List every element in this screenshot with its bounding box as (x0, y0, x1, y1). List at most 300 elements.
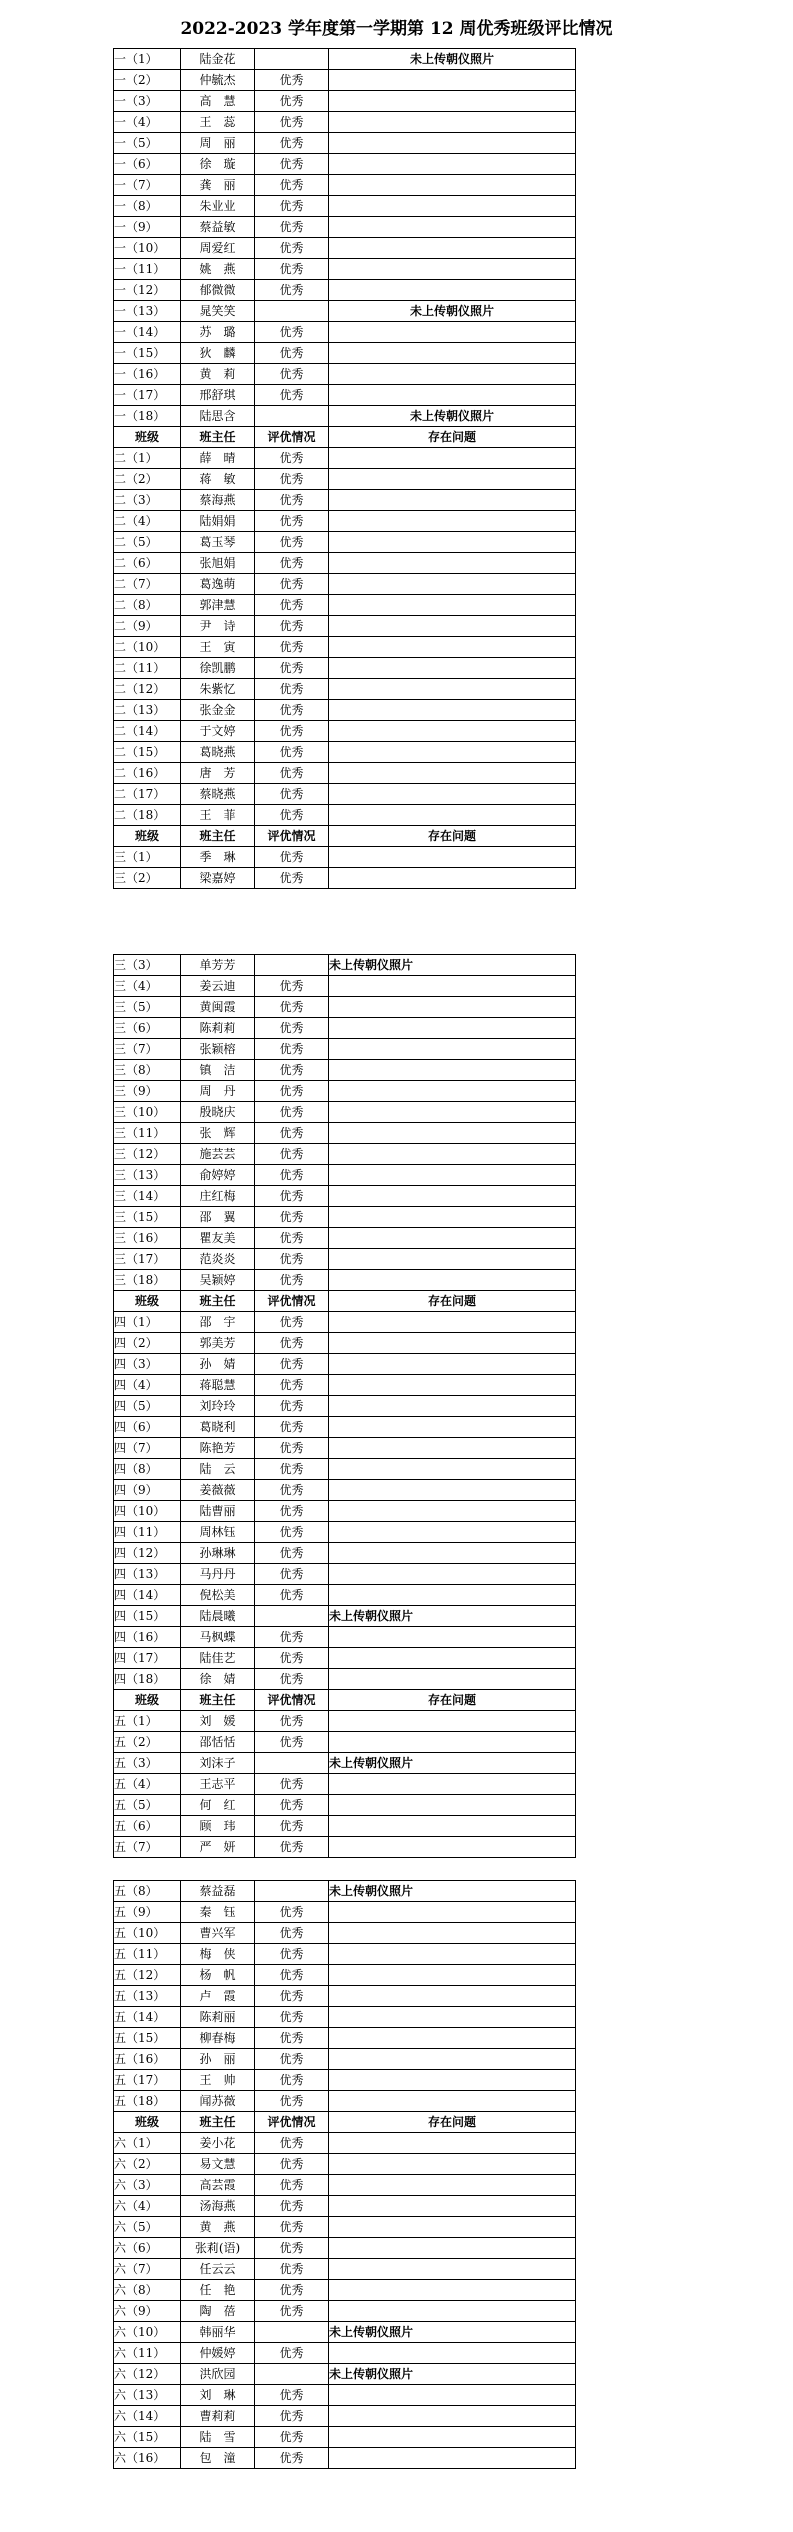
table-row (114, 1944, 576, 1965)
issue-cell: 未上传朝仪照片 (329, 1753, 576, 1774)
rating-cell: 优秀 (255, 1459, 329, 1480)
teacher-cell: 马丹丹 (181, 1564, 255, 1585)
issue-cell (329, 784, 576, 805)
rating-cell: 优秀 (255, 1081, 329, 1102)
rating-cell: 优秀 (255, 217, 329, 238)
rating-cell: 优秀 (255, 469, 329, 490)
issue-cell (329, 490, 576, 511)
class-cell: 六（10） (114, 2322, 181, 2343)
issue-cell (329, 1585, 576, 1606)
class-cell: 二（5） (114, 532, 181, 553)
issue-cell (329, 1312, 576, 1333)
rating-cell: 优秀 (255, 1923, 329, 1944)
table-row (114, 1186, 576, 1207)
table-row (114, 1144, 576, 1165)
class-cell: 六（3） (114, 2175, 181, 2196)
class-cell: 三（5） (114, 997, 181, 1018)
class-cell: 五（18） (114, 2091, 181, 2112)
issue-cell (329, 1396, 576, 1417)
table-row (114, 2175, 576, 2196)
issue-cell (329, 364, 576, 385)
rating-cell: 优秀 (255, 1480, 329, 1501)
table-row (114, 1018, 576, 1039)
class-cell: 二（16） (114, 763, 181, 784)
class-cell: 二（9） (114, 616, 181, 637)
issue-cell (329, 1564, 576, 1585)
rating-cell: 优秀 (255, 448, 329, 469)
rating-cell: 优秀 (255, 1711, 329, 1732)
rating-cell: 优秀 (255, 997, 329, 1018)
table-header-row (114, 2112, 576, 2133)
issue-cell (329, 91, 576, 112)
rating-cell (255, 406, 329, 427)
teacher-cell: 孙琳琳 (181, 1543, 255, 1564)
table-row (114, 1249, 576, 1270)
issue-cell (329, 742, 576, 763)
teacher-cell: 王 帅 (181, 2070, 255, 2091)
teacher-cell: 孙 婧 (181, 1354, 255, 1375)
rating-cell: 优秀 (255, 259, 329, 280)
rating-cell: 优秀 (255, 763, 329, 784)
teacher-cell: 唐 芳 (181, 763, 255, 784)
class-cell: 三（1） (114, 847, 181, 868)
issue-cell (329, 616, 576, 637)
table-row (114, 1228, 576, 1249)
table-row (114, 955, 576, 976)
rating-cell: 优秀 (255, 1837, 329, 1858)
rating-cell: 优秀 (255, 532, 329, 553)
rating-cell: 优秀 (255, 658, 329, 679)
issue-cell (329, 385, 576, 406)
class-cell: 一（10） (114, 238, 181, 259)
teacher-cell: 张旭娟 (181, 553, 255, 574)
class-cell: 一（15） (114, 343, 181, 364)
table-row (114, 2301, 576, 2322)
class-cell: 六（7） (114, 2259, 181, 2280)
table-row (114, 1354, 576, 1375)
evaluation-table (113, 954, 576, 1858)
table-row (114, 1102, 576, 1123)
rating-cell: 优秀 (255, 784, 329, 805)
teacher-cell: 狄 麟 (181, 343, 255, 364)
issue-cell (329, 112, 576, 133)
teacher-cell: 薛 晴 (181, 448, 255, 469)
table-row (114, 448, 576, 469)
issue-cell (329, 1102, 576, 1123)
class-cell: 三（14） (114, 1186, 181, 1207)
evaluation-table (113, 1880, 576, 2469)
teacher-cell: 周爱红 (181, 238, 255, 259)
issue-cell (329, 1986, 576, 2007)
issue-cell (329, 1165, 576, 1186)
teacher-cell: 镇 洁 (181, 1060, 255, 1081)
rating-cell: 优秀 (255, 805, 329, 826)
rating-cell: 优秀 (255, 2343, 329, 2364)
issue-cell: 未上传朝仪照片 (329, 1881, 576, 1902)
rating-cell (255, 1606, 329, 1627)
table-row (114, 91, 576, 112)
teacher-cell: 蔡益磊 (181, 1881, 255, 1902)
issue-cell (329, 2154, 576, 2175)
issue-cell (329, 1795, 576, 1816)
class-cell: 六（4） (114, 2196, 181, 2217)
teacher-cell: 吴颖婷 (181, 1270, 255, 1291)
table-row (114, 70, 576, 91)
teacher-cell: 庄红梅 (181, 1186, 255, 1207)
class-cell: 二（1） (114, 448, 181, 469)
issue-cell (329, 1270, 576, 1291)
header-rating: 评优情况 (255, 826, 329, 847)
table-row (114, 1923, 576, 1944)
class-cell: 四（10） (114, 1501, 181, 1522)
issue-cell (329, 700, 576, 721)
class-cell: 一（8） (114, 196, 181, 217)
teacher-cell: 王 寅 (181, 637, 255, 658)
table-row (114, 700, 576, 721)
issue-cell (329, 1459, 576, 1480)
teacher-cell: 俞婷婷 (181, 1165, 255, 1186)
issue-cell (329, 574, 576, 595)
rating-cell: 优秀 (255, 637, 329, 658)
class-cell: 六（8） (114, 2280, 181, 2301)
issue-cell (329, 1018, 576, 1039)
issue-cell (329, 2238, 576, 2259)
teacher-cell: 刘 琳 (181, 2385, 255, 2406)
issue-cell (329, 1902, 576, 1923)
teacher-cell: 卢 霞 (181, 1986, 255, 2007)
header-teacher: 班主任 (181, 1690, 255, 1711)
issue-cell: 未上传朝仪照片 (329, 49, 576, 70)
teacher-cell: 刘 媛 (181, 1711, 255, 1732)
table-row (114, 469, 576, 490)
teacher-cell: 姜小花 (181, 2133, 255, 2154)
rating-cell: 优秀 (255, 2154, 329, 2175)
issue-cell (329, 2049, 576, 2070)
teacher-cell: 高芸霞 (181, 2175, 255, 2196)
teacher-cell: 高 慧 (181, 91, 255, 112)
teacher-cell: 陆娟娟 (181, 511, 255, 532)
table-row (114, 1039, 576, 1060)
table-row (114, 2259, 576, 2280)
table-header-row (114, 826, 576, 847)
table-row (114, 1165, 576, 1186)
teacher-cell: 陆 云 (181, 1459, 255, 1480)
header-teacher: 班主任 (181, 826, 255, 847)
table-row (114, 1795, 576, 1816)
table-row (114, 2238, 576, 2259)
class-cell: 五（7） (114, 1837, 181, 1858)
table-row (114, 553, 576, 574)
issue-cell (329, 721, 576, 742)
rating-cell: 优秀 (255, 1585, 329, 1606)
class-cell: 一（14） (114, 322, 181, 343)
table-row (114, 637, 576, 658)
issue-cell (329, 196, 576, 217)
issue-cell (329, 2385, 576, 2406)
class-cell: 五（5） (114, 1795, 181, 1816)
rating-cell: 优秀 (255, 1438, 329, 1459)
teacher-cell: 韩丽华 (181, 2322, 255, 2343)
issue-cell (329, 2196, 576, 2217)
table-row (114, 1438, 576, 1459)
table-row (114, 490, 576, 511)
issue-cell (329, 1375, 576, 1396)
issue-cell: 未上传朝仪照片 (329, 2364, 576, 2385)
table-row (114, 1837, 576, 1858)
class-cell: 五（9） (114, 1902, 181, 1923)
rating-cell: 优秀 (255, 2007, 329, 2028)
rating-cell (255, 1753, 329, 1774)
class-cell: 六（14） (114, 2406, 181, 2427)
class-cell: 四（2） (114, 1333, 181, 1354)
teacher-cell: 郭美芳 (181, 1333, 255, 1354)
table-row (114, 1396, 576, 1417)
rating-cell: 优秀 (255, 2091, 329, 2112)
class-cell: 六（13） (114, 2385, 181, 2406)
class-cell: 六（15） (114, 2427, 181, 2448)
teacher-cell: 徐 婧 (181, 1669, 255, 1690)
rating-cell: 优秀 (255, 1039, 329, 1060)
teacher-cell: 王志平 (181, 1774, 255, 1795)
teacher-cell: 易文慧 (181, 2154, 255, 2175)
class-cell: 一（6） (114, 154, 181, 175)
class-cell: 六（1） (114, 2133, 181, 2154)
teacher-cell: 王 菲 (181, 805, 255, 826)
table-row (114, 2133, 576, 2154)
table-row (114, 1902, 576, 1923)
rating-cell: 优秀 (255, 1522, 329, 1543)
table-row (114, 595, 576, 616)
teacher-cell: 孙 丽 (181, 2049, 255, 2070)
issue-cell (329, 2217, 576, 2238)
rating-cell: 优秀 (255, 238, 329, 259)
class-cell: 一（9） (114, 217, 181, 238)
issue-cell (329, 2259, 576, 2280)
issue-cell (329, 2406, 576, 2427)
issue-cell (329, 2427, 576, 2448)
class-cell: 二（8） (114, 595, 181, 616)
issue-cell (329, 2301, 576, 2322)
class-cell: 五（1） (114, 1711, 181, 1732)
table-row (114, 2028, 576, 2049)
issue-cell (329, 1648, 576, 1669)
table-row (114, 1753, 576, 1774)
teacher-cell: 秦 钰 (181, 1902, 255, 1923)
issue-cell (329, 1501, 576, 1522)
issue-cell (329, 763, 576, 784)
class-cell: 三（10） (114, 1102, 181, 1123)
table-row (114, 1522, 576, 1543)
table-row (114, 511, 576, 532)
teacher-cell: 陆曹丽 (181, 1501, 255, 1522)
rating-cell: 优秀 (255, 91, 329, 112)
header-teacher: 班主任 (181, 2112, 255, 2133)
class-cell: 一（13） (114, 301, 181, 322)
page-title: 2022-2023 学年度第一学期第 12 周优秀班级评比情况 (180, 19, 613, 39)
rating-cell: 优秀 (255, 1417, 329, 1438)
table-row (114, 1333, 576, 1354)
table-row (114, 2385, 576, 2406)
rating-cell: 优秀 (255, 1902, 329, 1923)
issue-cell (329, 976, 576, 997)
issue-cell (329, 1123, 576, 1144)
rating-cell: 优秀 (255, 976, 329, 997)
teacher-cell: 姜薇薇 (181, 1480, 255, 1501)
table-row (114, 1711, 576, 1732)
class-cell: 一（11） (114, 259, 181, 280)
rating-cell: 优秀 (255, 2196, 329, 2217)
rating-cell: 优秀 (255, 1102, 329, 1123)
teacher-cell: 陆金花 (181, 49, 255, 70)
table-row (114, 1564, 576, 1585)
table-row (114, 1881, 576, 1902)
issue-cell (329, 1081, 576, 1102)
table-row (114, 2343, 576, 2364)
teacher-cell: 晁笑笑 (181, 301, 255, 322)
table-row (114, 1648, 576, 1669)
header-issue: 存在问题 (329, 2112, 576, 2133)
rating-cell: 优秀 (255, 2070, 329, 2091)
teacher-cell: 倪松美 (181, 1585, 255, 1606)
table-row (114, 2007, 576, 2028)
teacher-cell: 任云云 (181, 2259, 255, 2280)
table-row (114, 343, 576, 364)
issue-cell (329, 2028, 576, 2049)
class-cell: 四（8） (114, 1459, 181, 1480)
issue-cell (329, 2133, 576, 2154)
issue-cell (329, 595, 576, 616)
rating-cell: 优秀 (255, 1669, 329, 1690)
class-cell: 四（6） (114, 1417, 181, 1438)
class-cell: 二（11） (114, 658, 181, 679)
issue-cell (329, 1039, 576, 1060)
teacher-cell: 朱业业 (181, 196, 255, 217)
issue-cell (329, 1060, 576, 1081)
table-row (114, 1459, 576, 1480)
issue-cell (329, 1333, 576, 1354)
table-row (114, 1207, 576, 1228)
class-cell: 五（3） (114, 1753, 181, 1774)
class-cell: 三（17） (114, 1249, 181, 1270)
teacher-cell: 陈莉莉 (181, 1018, 255, 1039)
header-class: 班级 (114, 1291, 181, 1312)
class-cell: 五（4） (114, 1774, 181, 1795)
rating-cell: 优秀 (255, 1648, 329, 1669)
rating-cell: 优秀 (255, 1396, 329, 1417)
rating-cell: 优秀 (255, 2238, 329, 2259)
teacher-cell: 张金金 (181, 700, 255, 721)
teacher-cell: 徐 璇 (181, 154, 255, 175)
rating-cell: 优秀 (255, 742, 329, 763)
rating-cell: 优秀 (255, 1354, 329, 1375)
issue-cell (329, 1249, 576, 1270)
issue-cell (329, 1207, 576, 1228)
table-row (114, 1480, 576, 1501)
table-row (114, 1060, 576, 1081)
issue-cell (329, 997, 576, 1018)
rating-cell: 优秀 (255, 133, 329, 154)
class-cell: 六（9） (114, 2301, 181, 2322)
rating-cell (255, 955, 329, 976)
header-class: 班级 (114, 1690, 181, 1711)
class-cell: 一（3） (114, 91, 181, 112)
rating-cell: 优秀 (255, 1144, 329, 1165)
issue-cell (329, 1543, 576, 1564)
table-row (114, 616, 576, 637)
class-cell: 四（17） (114, 1648, 181, 1669)
rating-cell: 优秀 (255, 2259, 329, 2280)
issue-cell (329, 1944, 576, 1965)
rating-cell: 优秀 (255, 1018, 329, 1039)
class-cell: 三（4） (114, 976, 181, 997)
class-cell: 四（9） (114, 1480, 181, 1501)
table-row (114, 763, 576, 784)
class-cell: 三（8） (114, 1060, 181, 1081)
header-class: 班级 (114, 826, 181, 847)
class-cell: 六（2） (114, 2154, 181, 2175)
table-row (114, 2217, 576, 2238)
teacher-cell: 仲毓杰 (181, 70, 255, 91)
issue-cell (329, 679, 576, 700)
table-row (114, 1375, 576, 1396)
rating-cell: 优秀 (255, 1249, 329, 1270)
issue-cell (329, 1354, 576, 1375)
header-issue: 存在问题 (329, 1291, 576, 1312)
table-row (114, 805, 576, 826)
table-row (114, 259, 576, 280)
rating-cell: 优秀 (255, 364, 329, 385)
table-row (114, 2280, 576, 2301)
class-cell: 三（12） (114, 1144, 181, 1165)
class-cell: 五（14） (114, 2007, 181, 2028)
table-row (114, 1669, 576, 1690)
teacher-cell: 朱紫忆 (181, 679, 255, 700)
class-cell: 四（1） (114, 1312, 181, 1333)
rating-cell: 优秀 (255, 385, 329, 406)
class-cell: 一（7） (114, 175, 181, 196)
teacher-cell: 王 蕊 (181, 112, 255, 133)
class-cell: 三（9） (114, 1081, 181, 1102)
teacher-cell: 刘玲玲 (181, 1396, 255, 1417)
rating-cell: 优秀 (255, 175, 329, 196)
issue-cell (329, 1774, 576, 1795)
class-cell: 二（6） (114, 553, 181, 574)
rating-cell: 优秀 (255, 2448, 329, 2469)
issue-cell (329, 2280, 576, 2301)
rating-cell: 优秀 (255, 1312, 329, 1333)
teacher-cell: 瞿友美 (181, 1228, 255, 1249)
rating-cell: 优秀 (255, 700, 329, 721)
table-row (114, 2448, 576, 2469)
class-cell: 一（4） (114, 112, 181, 133)
table-row (114, 217, 576, 238)
class-cell: 四（11） (114, 1522, 181, 1543)
teacher-cell: 陆 雪 (181, 2427, 255, 2448)
issue-cell (329, 1923, 576, 1944)
class-cell: 六（5） (114, 2217, 181, 2238)
table-row (114, 976, 576, 997)
issue-cell (329, 1732, 576, 1753)
rating-cell: 优秀 (255, 1060, 329, 1081)
teacher-cell: 陆佳艺 (181, 1648, 255, 1669)
rating-cell: 优秀 (255, 1774, 329, 1795)
class-cell: 三（16） (114, 1228, 181, 1249)
issue-cell: 未上传朝仪照片 (329, 301, 576, 322)
class-cell: 二（3） (114, 490, 181, 511)
issue-cell (329, 532, 576, 553)
header-class: 班级 (114, 2112, 181, 2133)
teacher-cell: 姚 燕 (181, 259, 255, 280)
